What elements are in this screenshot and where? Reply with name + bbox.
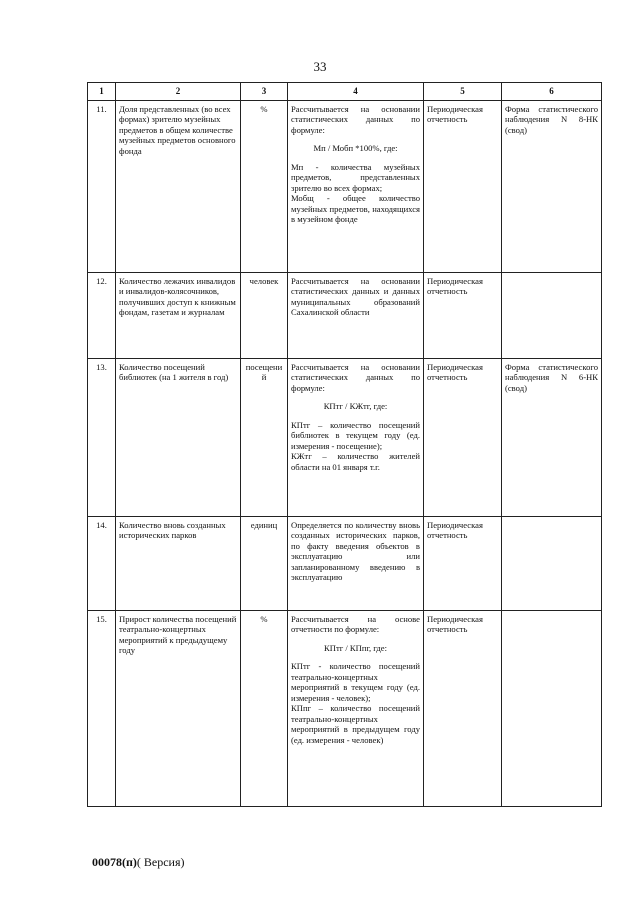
document-code: 00078(п) (92, 855, 137, 869)
column-header: 6 (502, 83, 602, 101)
table-row (88, 610, 602, 806)
indicator-name: Доля представленных (во всех формах) зрителю музейных предметов в общем количестве музейных предметов основного фонда (116, 100, 241, 272)
row-number: 11. (88, 100, 116, 272)
indicator-name: Количество лежачих инвалидов и инвалидов-колясочников, получивших доступ к книжным фондам, газетам и журналам (116, 272, 241, 358)
calculation-method (288, 100, 424, 272)
calculation-method (288, 516, 424, 610)
column-header: 3 (241, 83, 288, 101)
table-row (88, 358, 602, 516)
data-source (502, 272, 602, 358)
calculation-method (288, 358, 424, 516)
calculation-method (288, 272, 424, 358)
method-definition: Мп - количества музейных предметов, представленных зрителю во всех формах; (291, 161, 420, 193)
formula: КПтг / КЖтг, где: (323, 401, 388, 412)
formula: КПтг / КПпг, где: (324, 642, 387, 653)
data-source (502, 516, 602, 610)
indicator-name: Прирост количества посещений театрально-концертных мероприятий к предыдущему году (116, 610, 241, 806)
method-definition: КПтг – количество посещений библиотек в текущем году (ед. измерения - посещение); (291, 419, 420, 451)
data-source: Форма статистического наблюдения N 6-НК (свод) (502, 358, 602, 516)
unit-of-measure: посещений (241, 358, 288, 516)
method-intro: Рассчитывается на основе отчетности по формуле: (291, 613, 420, 635)
unit-of-measure: % (241, 100, 288, 272)
table-row (88, 272, 602, 358)
indicator-name: Количество вновь созданных исторических парков (116, 516, 241, 610)
method-definition: КПпг – количество посещений театрально-концертных мероприятий в предыдущем году (ед. измерения - человек) (291, 703, 420, 745)
table-row (88, 100, 602, 272)
page-number: 33 (313, 59, 327, 74)
column-header: 2 (116, 83, 241, 101)
data-periodicity: Периодическая отчетность (424, 610, 502, 806)
indicator-name: Количество посещений библиотек (на 1 жителя в год) (116, 358, 241, 516)
calculation-method (288, 610, 424, 806)
data-periodicity: Периодическая отчетность (424, 272, 502, 358)
unit-of-measure: единиц (241, 516, 288, 610)
table-row (88, 516, 602, 610)
method-intro: Рассчитывается на основании статистических данных по формуле: (291, 103, 420, 135)
indicator-table (87, 82, 602, 807)
data-periodicity: Периодическая отчетность (424, 100, 502, 272)
document-version: ( Версия) (136, 855, 185, 869)
method-definition: КПтг - количество посещений театрально-концертных мероприятий в текущем году (ед. измерения - человек); (291, 661, 420, 703)
row-number: 12. (88, 272, 116, 358)
unit-of-measure: % (241, 610, 288, 806)
row-number: 13. (88, 358, 116, 516)
table-header-row (88, 83, 602, 101)
method-intro: Рассчитывается на основании статистических данных по формуле: (291, 361, 420, 393)
data-periodicity: Периодическая отчетность (424, 516, 502, 610)
method-definition: Мобщ - общее количество музейных предметов, находящихся в музейном фонде (291, 193, 420, 225)
method-definition: КЖтг – количество жителей области на 01 января т.г. (291, 451, 420, 472)
document-footer (92, 855, 185, 870)
column-header: 5 (424, 83, 502, 101)
row-number: 14. (88, 516, 116, 610)
method-intro: Рассчитывается на основании статистических данных и данных муниципальных образований Сахалинской области (291, 275, 420, 318)
data-source (502, 610, 602, 806)
column-header: 1 (88, 83, 116, 101)
method-intro: Определяется по количеству вновь созданных исторических парков, по факту введения объектов в эксплуатацию или запланированному введению в эксплуатацию (291, 519, 420, 583)
unit-of-measure: человек (241, 272, 288, 358)
data-source: Форма статистического наблюдения N 8-НК (свод) (502, 100, 602, 272)
row-number: 15. (88, 610, 116, 806)
data-periodicity: Периодическая отчетность (424, 358, 502, 516)
column-header: 4 (288, 83, 424, 101)
formula: Мп / Мобп *100%, где: (313, 143, 398, 154)
